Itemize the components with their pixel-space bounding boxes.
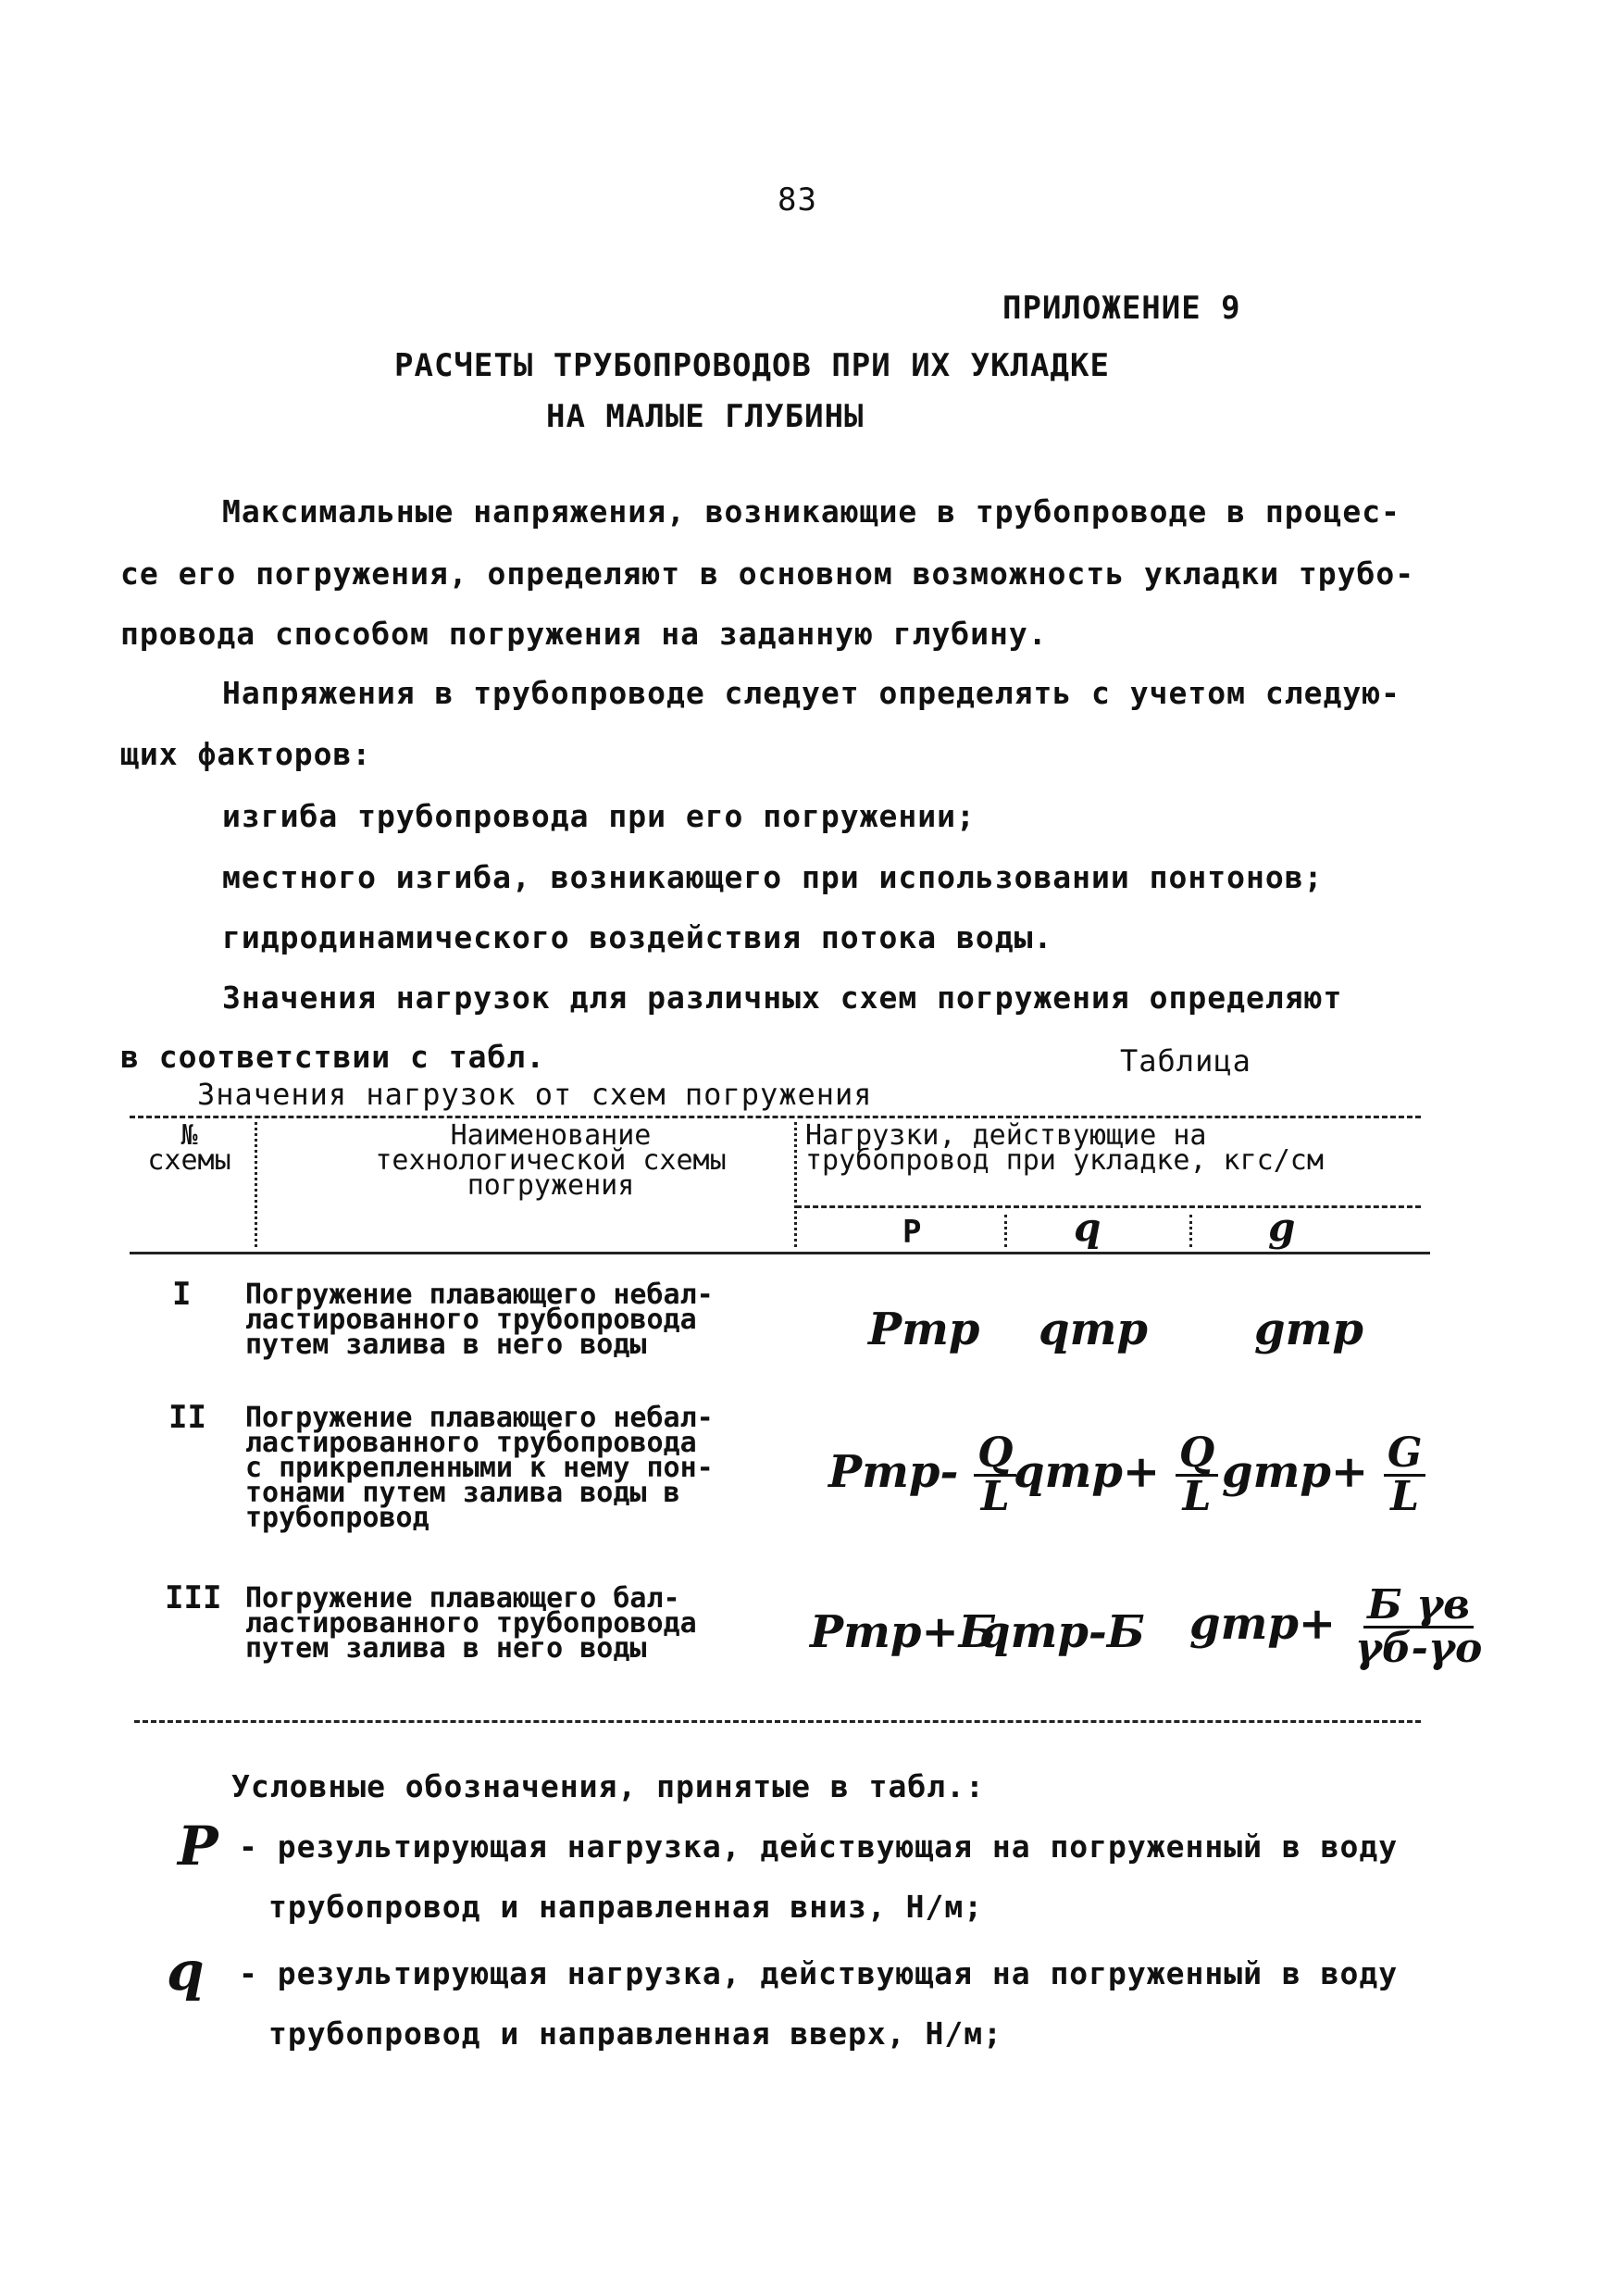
formula-q-row-1: qтр <box>1039 1304 1148 1355</box>
table-top-rule <box>130 1116 1421 1118</box>
paragraph-line: в соответствии с табл. <box>120 1039 546 1075</box>
paragraph-line: Максимальные напряжения, возникающие в трубопроводе в процес- <box>222 493 1400 530</box>
notation-symbol: P <box>178 1815 218 1878</box>
notation-symbol: q <box>167 1940 205 2003</box>
fraction-denominator: L <box>980 1473 1010 1520</box>
formula-g-row-3 <box>1189 1581 1486 1672</box>
paragraph-line: Напряжения в трубопроводе следует определять с учетом следую- <box>222 675 1400 711</box>
paragraph-line: гидродинамического воздействия потока воды. <box>222 919 1053 955</box>
table-bottom-rule <box>134 1720 1421 1723</box>
fraction-denominator: γб-γо <box>1354 1625 1483 1672</box>
formula-g-row-2 <box>1222 1429 1425 1520</box>
formula-base: qтр+ <box>1014 1446 1161 1498</box>
formula-q-row-2 <box>1014 1429 1218 1520</box>
table-row-number: II <box>168 1399 206 1436</box>
header-load-p: P <box>902 1214 922 1251</box>
page-number: 83 <box>778 181 817 218</box>
fraction-numerator: Q <box>974 1433 1016 1477</box>
fraction-denominator: L <box>1390 1473 1420 1520</box>
table-header-subrule <box>796 1205 1421 1208</box>
table-label: Таблица <box>1120 1043 1251 1079</box>
header-scheme-number: № схемы <box>147 1119 231 1177</box>
notation-line: трубопровод и направленная вниз, Н/м; <box>268 1889 984 1925</box>
formula-g-row-1: gтр <box>1254 1304 1363 1355</box>
table-column-separator <box>1189 1215 1192 1247</box>
table-caption: Значения нагрузок от схем погружения <box>197 1077 873 1112</box>
fraction <box>1176 1429 1218 1520</box>
table-column-separator <box>1004 1215 1007 1247</box>
formula-q-row-3: qтр-Б <box>979 1606 1145 1658</box>
table-row-number: I <box>172 1276 192 1313</box>
header-load-q: q <box>1074 1204 1101 1250</box>
formula-p-row-3: Pтр+Б <box>810 1606 997 1658</box>
title-line-1: РАСЧЕТЫ ТРУБОПРОВОДОВ ПРИ ИХ УКЛАДКЕ <box>394 347 1110 384</box>
table-column-separator <box>794 1122 797 1247</box>
notation-intro: Условные обозначения, принятые в табл.: <box>231 1768 985 1804</box>
notation-line: трубопровод и направленная вверх, Н/м; <box>268 2015 1002 2052</box>
fraction-numerator: Q <box>1176 1433 1218 1477</box>
table-row-name: Погружение плавающего небал- ластированного трубопровода путем залива в него воды <box>245 1279 714 1361</box>
table-header-rule <box>130 1252 1430 1254</box>
paragraph-line: щих факторов: <box>120 736 372 772</box>
paragraph-line: се его погружения, определяют в основном возможность укладки трубо- <box>120 555 1415 592</box>
table-row-name: Погружение плавающего бал- ластированного трубопровода путем залива в него воды <box>245 1582 697 1665</box>
fraction <box>974 1429 1016 1520</box>
paragraph-line: изгиба трубопровода при его погружении; <box>222 798 976 834</box>
formula-base: gтр+ <box>1189 1598 1337 1650</box>
fraction-denominator: L <box>1182 1473 1212 1520</box>
paragraph-line: Значения нагрузок для различных схем погружения определяют <box>222 980 1343 1016</box>
notation-line: - результирующая нагрузка, действующая на погруженный в воду <box>239 1955 1399 1991</box>
table-row-number: III <box>165 1579 222 1616</box>
fraction <box>1384 1429 1426 1520</box>
formula-base: gтр+ <box>1222 1446 1369 1498</box>
fraction-numerator: Б γв <box>1363 1585 1474 1628</box>
formula-p-row-2 <box>828 1429 1016 1520</box>
table-row-name: Погружение плавающего небал- ластированного трубопровода с прикрепленными к нему пон- тонами путем залива воды в трубопровод <box>245 1402 714 1534</box>
fraction <box>1351 1581 1486 1672</box>
formula-base: Pтр- <box>828 1446 959 1498</box>
header-load-g: g <box>1268 1204 1296 1250</box>
paragraph-line: провода способом погружения на заданную глубину. <box>120 616 1048 652</box>
title-line-2: НА МАЛЫЕ ГЛУБИНЫ <box>546 398 865 435</box>
fraction-numerator: G <box>1384 1433 1426 1477</box>
notation-line: - результирующая нагрузка, действующая на погруженный в воду <box>239 1828 1399 1865</box>
header-loads: Нагрузки, действующие на трубопровод при укладке, кгс/см <box>805 1119 1324 1177</box>
formula-p-row-1: Pтр <box>868 1304 980 1355</box>
table-column-separator <box>255 1122 257 1247</box>
paragraph-line: местного изгиба, возникающего при использовании понтонов; <box>222 859 1324 895</box>
header-scheme-name: Наименование технологической схемы погружения <box>375 1119 727 1202</box>
appendix-label: ПРИЛОЖЕНИЕ 9 <box>1002 290 1241 327</box>
